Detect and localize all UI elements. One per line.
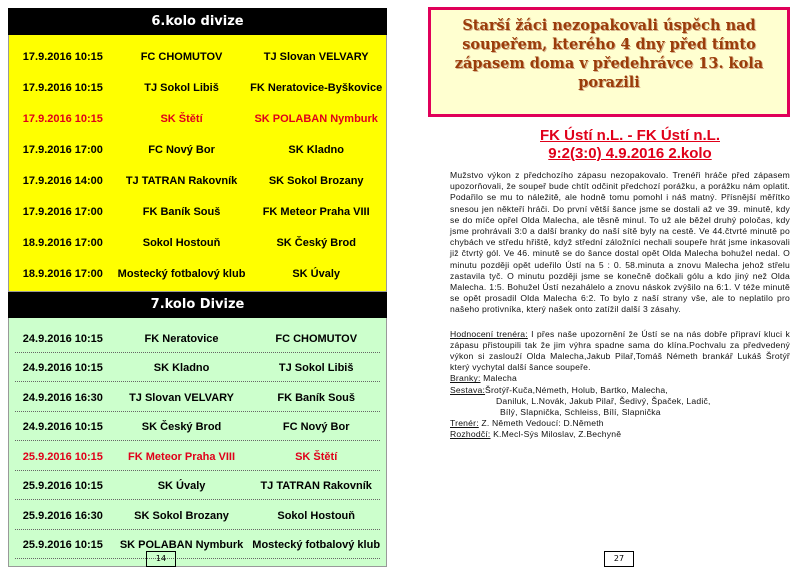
- goals-label: Branky:: [450, 373, 481, 384]
- goals-text: Malecha: [480, 373, 518, 384]
- match-row: [9, 442, 386, 472]
- match-row: [9, 383, 386, 413]
- match-away: FK Neratovice-Byškovice: [250, 82, 383, 94]
- match-date: 17.9.2016 10:15: [22, 82, 103, 94]
- match-away: FC Nový Bor: [282, 421, 350, 434]
- headline-box: [428, 7, 790, 117]
- match-away: TJ Sokol Libiš: [278, 362, 354, 375]
- match-date: 24.9.2016 10:15: [22, 421, 103, 434]
- match-away: FK Meteor Praha VIII: [262, 206, 370, 218]
- referee-text: K.Mecl-Sýs Miloslav, Z.Bechyně: [490, 429, 622, 440]
- match-away: FK Baník Souš: [277, 391, 355, 404]
- match-date: 17.9.2016 10:15: [22, 113, 103, 125]
- headline: Starší žáci nezopakovali úspěch nad soupeřem, kterého 4 dny před tímto zápasem doma v předehrávce 13. kola porazili: [454, 17, 764, 91]
- match-away: SK Štětí: [295, 450, 338, 463]
- referee-label: Rozhodčí:: [450, 429, 491, 440]
- match-date: 25.9.2016 10:15: [22, 539, 103, 552]
- match-date: 18.9.2016 17:00: [22, 268, 103, 280]
- match-home: SK Úvaly: [157, 480, 206, 493]
- round7-table: [8, 318, 387, 567]
- match-title-line1: FK Ústí n.L. - FK Ústí n.L.: [540, 127, 720, 144]
- match-row: [9, 413, 386, 443]
- eval-label: Hodnocení trenéra:: [450, 328, 528, 339]
- match-date: 17.9.2016 17:00: [22, 144, 103, 156]
- referee-line: [450, 429, 790, 440]
- match-date: 25.9.2016 10:15: [22, 450, 103, 463]
- match-home: FK Baník Souš: [142, 206, 221, 218]
- match-home: SK POLABAN Nymburk: [119, 539, 244, 552]
- lineup-line: [450, 385, 790, 396]
- match-home: Mostecký fotbalový klub: [117, 268, 246, 280]
- match-away: FC CHOMUTOV: [275, 332, 358, 345]
- page-number-left: 14: [146, 551, 176, 567]
- match-away: Mostecký fotbalový klub: [252, 539, 381, 552]
- article-paragraph: Mužstvo výkon z předchozího zápasu nezopakovalo. Trenéři hráče před zápasem upozorňovali, že soupeř bude chtít odčinit předchozí porážku, a porážku nám oplatit. Podařilo se mu to náležitě, ale hodně tomu pomohl i náš matný. Přísnější měřítko snesou jen někteří hráči. Do první větší šance jsme se dostali až ve 39. minutě, kdy se do míče opřel Olda Malecha, ale těsně minul. To už ale běžel druhý poločas, kdy jsme prohrávali 3:0 a další branky do naší sítě byly na cestě. Ve 44.čtvrté minutě po chybách ve středu hřiště, když střední záložníci nechali soupeře hrát jsme inkasovali již čtvrtý gól. Ve 46. minutě se do šance dostal opět Olda Malecha bohužel nedal. O minutu později opět udeřilo Ústí na 5 : 0. 58.minuta a znovu Malecha jehož střelu zastavila tyč. O minutu později jsme se konečně dočkali gólu a kdo jiný než Olda Malecha. 1:5. Bohužel Ústí nezahálelo a znovu náskok zvýšilo na 6:1. V téže minutě se opět prosadil Olda Malecha 6:2. To bylo z naší strany vše, ale to neplatilo pro našeho protivníka, který našek onto zatížil další 3 zásahy.: [450, 170, 790, 315]
- match-home: TJ Slovan VELVARY: [129, 391, 235, 404]
- match-row: [9, 167, 386, 195]
- coach-evaluation: [450, 329, 790, 374]
- match-date: 24.9.2016 10:15: [22, 332, 103, 345]
- match-away: Sokol Hostouň: [277, 509, 355, 522]
- page-number-right: 27: [604, 551, 634, 567]
- match-date: 24.9.2016 10:15: [22, 362, 103, 375]
- round7-header: 7.kolo Divize: [8, 292, 387, 318]
- match-away: SK Český Brod: [276, 237, 356, 249]
- match-away: SK Sokol Brozany: [268, 175, 364, 187]
- match-date: 17.9.2016 14:00: [22, 175, 103, 187]
- match-home: FC CHOMUTOV: [140, 51, 223, 63]
- match-home: SK Sokol Brozany: [134, 509, 229, 522]
- match-row: [9, 501, 386, 531]
- match-away: SK Kladno: [288, 144, 344, 156]
- schedule-panel: [8, 8, 387, 567]
- coach-line: [450, 418, 790, 429]
- round6-header: 6.kolo divize: [8, 8, 387, 35]
- match-row: [9, 354, 386, 384]
- match-date: 24.9.2016 16:30: [22, 391, 103, 404]
- goals-line: [450, 373, 790, 384]
- match-date: 25.9.2016 10:15: [22, 480, 103, 493]
- round6-table: [8, 35, 387, 292]
- match-away: SK POLABAN Nymburk: [254, 113, 378, 125]
- match-row: [9, 229, 386, 257]
- lineup-text-1: Šrotýř-Kuča,Németh, Holub, Bartko, Malecha,: [485, 384, 668, 395]
- match-row: [9, 472, 386, 502]
- match-date: 17.9.2016 17:00: [22, 206, 103, 218]
- match-row: [9, 74, 386, 102]
- match-row: [9, 198, 386, 226]
- match-row: [9, 531, 386, 561]
- match-row: [9, 260, 386, 288]
- match-date: 25.9.2016 16:30: [22, 509, 103, 522]
- match-home: FC Nový Bor: [148, 144, 215, 156]
- match-away: SK Úvaly: [292, 268, 341, 280]
- match-date: 18.9.2016 17:00: [22, 237, 103, 249]
- article: [450, 170, 790, 441]
- coach-text: Z. Němeth Vedoucí: D.Němeth: [478, 418, 604, 429]
- match-home: TJ TATRAN Rakovník: [125, 175, 238, 187]
- match-away: TJ TATRAN Rakovník: [260, 480, 372, 493]
- coach-label: Trenér:: [450, 418, 479, 429]
- match-home: SK Štětí: [160, 113, 203, 125]
- eval-text: I přes naše upozornění že Ústí se na nás dobře připraví kluci k zápasu přistoupili tak že jim výhra spadne sama do klína.Pochvalu za předvedený výkon si zaslouží Olda Malecha,Jakub Pilař,Tomáš Németh brankář Lukáš Šrotýř který vychytal další šance soupeře.: [450, 328, 790, 373]
- match-title-line2: 9:2(3:0) 4.9.2016 2.kolo: [548, 145, 712, 162]
- match-date: 17.9.2016 10:15: [22, 51, 103, 63]
- lineup-line-3: Bílý, Slapnička, Schleiss, Bílí, Slapnička: [500, 407, 661, 418]
- match-away: TJ Slovan VELVARY: [263, 51, 369, 63]
- match-title: [480, 127, 780, 163]
- match-row: [9, 324, 386, 354]
- lineup-label: Sestava:: [450, 384, 486, 395]
- match-home: SK Kladno: [153, 362, 210, 375]
- lineup-line-2: Daniluk, L.Novák, Jakub Pilař, Šedivý, Špaček, Ladič,: [496, 395, 711, 406]
- match-home: TJ Sokol Libiš: [144, 82, 219, 94]
- match-row: [9, 105, 386, 133]
- match-row: [9, 43, 386, 71]
- match-home: FK Meteor Praha VIII: [128, 450, 236, 463]
- match-row: [9, 136, 386, 164]
- match-home: SK Český Brod: [141, 421, 222, 434]
- match-home: FK Neratovice: [144, 332, 219, 345]
- match-home: Sokol Hostouň: [142, 237, 221, 249]
